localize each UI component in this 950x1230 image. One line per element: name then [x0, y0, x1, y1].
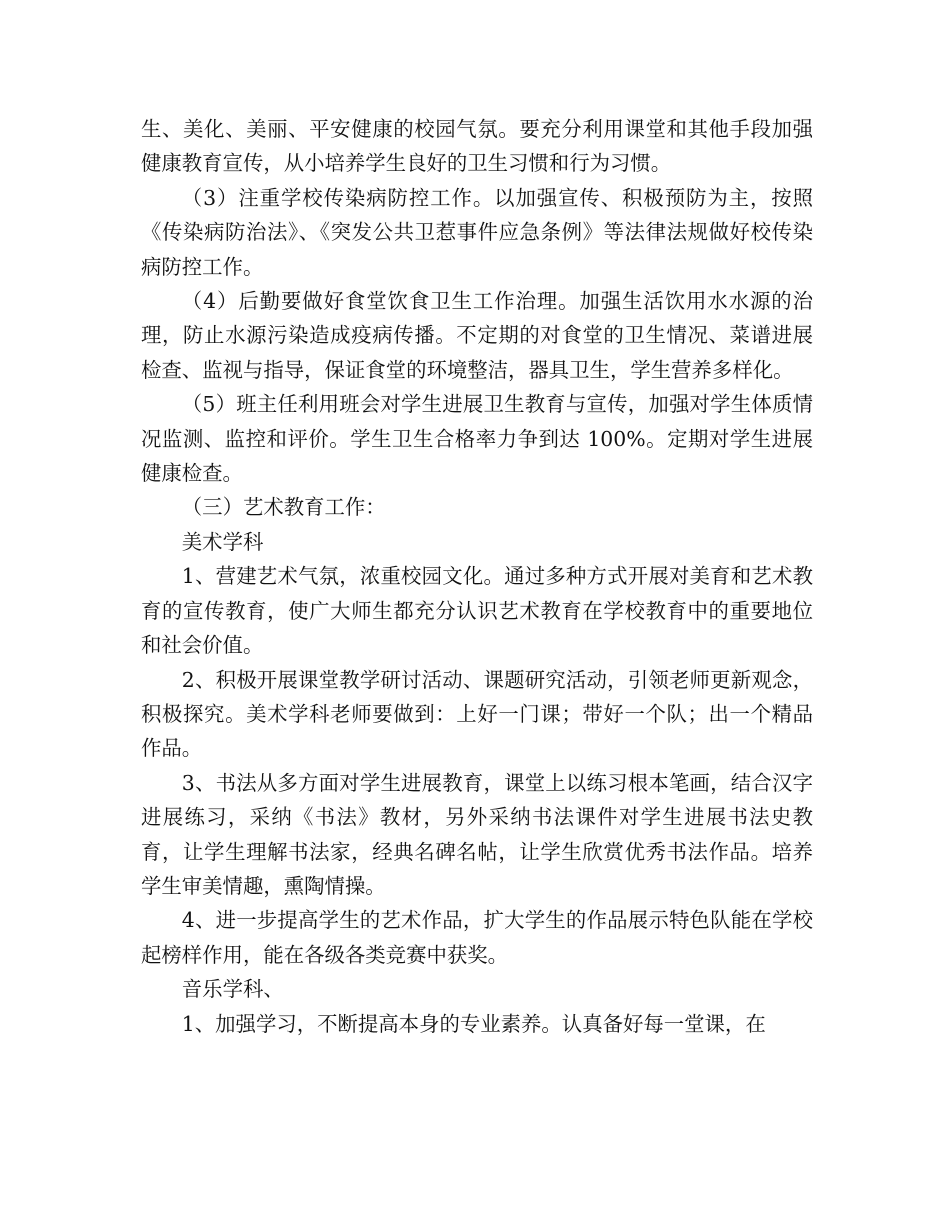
paragraph-arts-2: 2、积极开展课堂教学研讨活动、课题研究活动，引领老师更新观念，积极探究。美术学科老师要做到：上好一门课；带好一个队；出一个精品作品。: [141, 667, 813, 761]
document-body: [141, 112, 813, 1041]
paragraph-music-1: 1、加强学习，不断提高本身的专业素养。认真备好每一堂课，在: [181, 1011, 766, 1036]
paragraph-item-5: （5）班主任利用班会对学生进展卫生教育与宣传，加强对学生体质情况监测、监控和评价。学生卫生合格率力争到达 100%。定期对学生进展健康检查。: [141, 392, 813, 486]
subheading-music: 音乐学科、: [181, 977, 284, 1002]
paragraph-item-4: （4）后勤要做好食堂饮食卫生工作治理。加强生活饮用水水源的治理，防止水源污染造成疫病传播。不定期的对食堂的卫生情况、菜谱进展检查、监视与指导，保证食堂的环境整洁，器具卫生，学生营养多样化。: [141, 289, 813, 382]
paragraph-continuation: 生、美化、美丽、平安健康的校园气氛。要充分利用课堂和其他手段加强健康教育宣传，从小培养学生良好的卫生习惯和行为习惯。: [141, 117, 813, 176]
paragraph-arts-3: 3、书法从多方面对学生进展教育，课堂上以练习根本笔画，结合汉字进展练习，采纳《书法》教材，另外采纳书法课件对学生进展书法史教育，让学生理解书法家，经典名碑名帖，让学生欣赏优秀书法作品。培养学生审美情趣，熏陶情操。: [141, 770, 813, 898]
paragraph-arts-1: 1、营建艺术气氛，浓重校园文化。通过多种方式开展对美育和艺术教育的宣传教育，使广大师生都充分认识艺术教育在学校教育中的重要地位和社会价值。: [141, 564, 813, 658]
section-heading-art-education: （三）艺术教育工作：: [181, 495, 386, 520]
paragraph-arts-4: 4、进一步提高学生的艺术作品，扩大学生的作品展示特色队能在学校起榜样作用，能在各级各类竞赛中获奖。: [141, 908, 813, 967]
subheading-fine-arts: 美术学科: [181, 529, 264, 554]
paragraph-item-3: （3）注重学校传染病防控工作。以加强宣传、积极预防为主，按照《传染病防治法》、《突发公共卫惹事件应急条例》等法律法规做好校传染病防控工作。: [141, 185, 813, 279]
